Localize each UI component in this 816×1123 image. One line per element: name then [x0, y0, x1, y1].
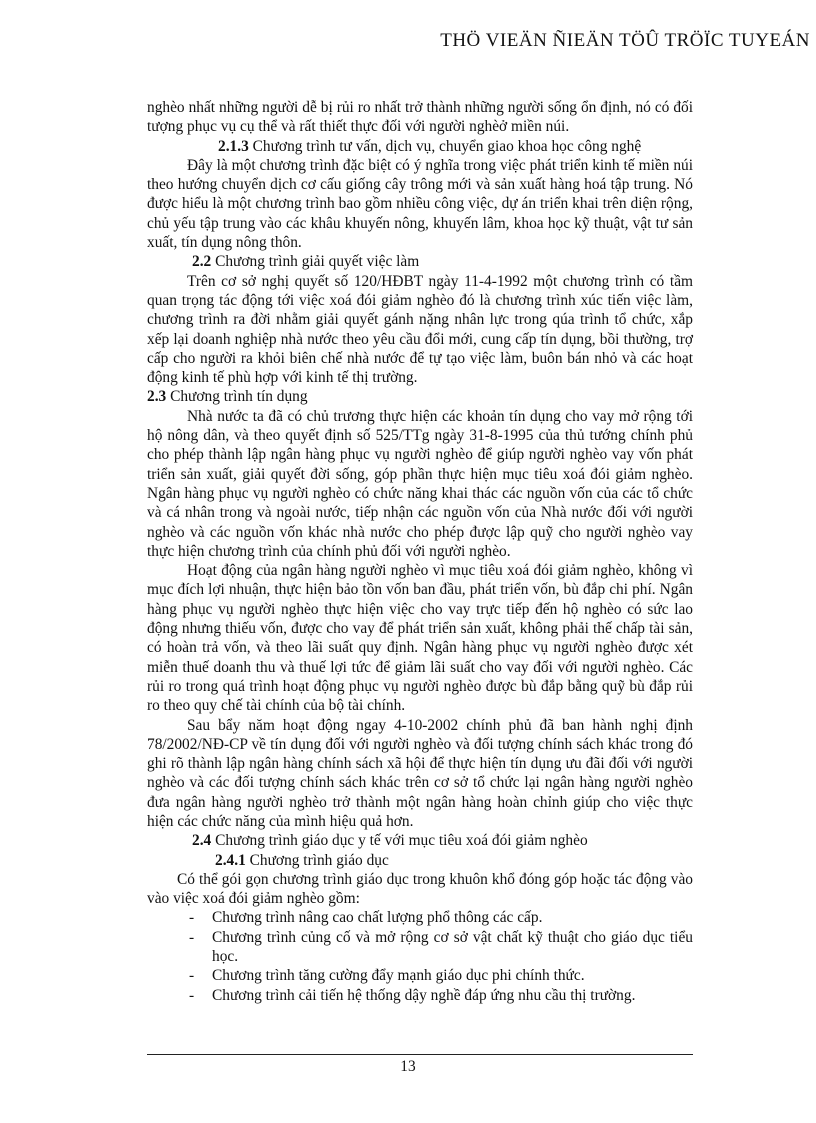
- paragraph-bank-activities: Hoạt động của ngân hàng người nghèo vì mục tiêu xoá đói giảm nghèo, không vì mục đích lợi nhuận, thực hiện bảo tồn vốn ban đầu, phát triển vốn, bù đắp chi phí. Ngân hàng phục vụ người nghèo thực hiện việc cho vay trực tiếp đến hộ nghèo có sức lao động nhưng thiếu vốn, được cho vay để phát triển sản xuất, không phải thế chấp tài sản, có hoàn trả vốn, và theo lãi suất quy định. Ngân hàng phục vụ người nghèo được xét miễn thuế doanh thu và thuế lợi tức để giảm lãi suất cho vay đối với người nghèo. Các rủi ro trong quá trình hoạt động phục vụ người nghèo được bù đắp bằng quỹ bù đắp rủi ro theo quy chế tài chính của bộ tài chính.: [147, 562, 693, 715]
- heading-2-1-3: [147, 137, 693, 156]
- heading-number: 2.4: [192, 832, 212, 850]
- paragraph-intro: nghèo nhất những người dễ bị rủi ro nhất trở thành những người sống ổn định, nó có đối tượng phục vụ cụ thể và rất thiết thực đối với người nghèở miền núi.: [147, 99, 693, 136]
- list-item: - Chương trình tăng cường đẩy mạnh giáo dục phi chính thức.: [189, 967, 585, 985]
- paragraph-credit: Nhà nước ta đã có chủ trương thực hiện các khoản tín dụng cho vay mở rộng tới hộ nông dân, và theo quyết định số 525/TTg ngày 31-8-1995 của thủ tướng chính phủ cho phép thành lập ngân hàng phục vụ người nghèo để giúp người nghèo vay vốn phát triển sản xuất, giải quyết đời sống, góp phần thực hiện mục tiêu xoá đói giảm nghèo. Ngân hàng phục vụ người nghèo có chức năng khai thác các nguồn vốn của các tổ chức và cá nhân trong và ngoài nước, tiếp nhận các nguồn vốn của Nhà nước đối với người nghèo và các nguồn vốn khác nhà nước cho phép được lập quỹ cho người nghèo vay thực hiện chương trình của chính phủ đối với người nghèo.: [147, 407, 693, 560]
- bullet-dash: -: [189, 909, 195, 927]
- heading-number: 2.4.1: [215, 851, 246, 869]
- list-item: - Chương trình nâng cao chất lượng phổ thông các cấp.: [189, 909, 543, 927]
- heading-text: Chương trình tư vấn, dịch vụ, chuyển giao khoa học công nghệ: [248, 137, 642, 155]
- paragraph-education: Có thể gói gọn chương trình giáo dục trong khuôn khổ đóng góp hoặc tác động vào vào việc xoá đói giảm nghèo gồm:: [147, 870, 693, 908]
- paragraph-decree: Sau bẩy năm hoạt động ngay 4-10-2002 chính phủ đã ban hành nghị định 78/2002/NĐ-CP về tín dụng đối với người nghèo và đối tượng chính sách khác trong đó ghi rõ thành lập ngân hàng chính sách xã hội để thực hiện tín dụng ưu đãi đối với người nghèo và các đối tượng chính sách khác trên cơ sở tổ chức lại ngân hàng người nghèo đưa ngân hàng người nghèo trở thành một ngân hàng hoàn chỉnh giúp cho việc thực hiện các chức năng của mình hiệu quả hơn.: [147, 716, 693, 830]
- education-program-list: [147, 908, 693, 1004]
- document-body: [147, 98, 693, 1005]
- bullet-dash: -: [189, 986, 195, 1004]
- paragraph-consulting: Đây là một chương trình đặc biệt có ý nghĩa trong việc phát triển kinh tế miền núi theo hướng chuyển dịch cơ cấu giống cây trông mới và sản xuất hàng hoá tập trung. Nó được hiểu là một chương trình bao gồm nhiều công việc, dự án triển khai trên diện rộng, chủ yếu tập trung vào các khâu khuyến nông, khuyến lâm, khoa học kỹ thuật, vật tư sản xuất, tín dụng nông thôn.: [147, 156, 693, 252]
- footer-divider: [147, 1054, 693, 1055]
- paragraph-employment: Trên cơ sở nghị quyết số 120/HĐBT ngày 11-4-1992 một chương trình có tầm quan trọng tác động tới việc xoá đói giảm nghèo đó là chương trình xúc tiến việc làm, chương trình ra đời nhằm giải quyết gánh nặng nhân lực trong qúa trình tổ chức, xắp xếp lại doanh nghiệp nhà nước theo yêu cầu đổi mới, cung cấp tín dụng, bồi thường, trợ cấp cho người ra khỏi biên chế nhà nước để tự tạo việc làm, buôn bán nhỏ và các hoạt động kinh tế phù hợp với kinh tế thị trường.: [147, 272, 693, 387]
- heading-text: Chương trình giáo dục: [245, 851, 389, 869]
- list-item: - Chương trình cải tiến hệ thống dậy nghề đáp ứng nhu cầu thị trường.: [189, 986, 636, 1004]
- list-item: - Chương trình củng cố và mở rộng cơ sở vật chất kỹ thuật cho giáo dục tiểu học.: [189, 928, 693, 966]
- page-number: 13: [400, 1058, 416, 1075]
- heading-2-4-1: [147, 851, 693, 870]
- heading-2-3: [147, 387, 693, 406]
- bullet-dash: -: [189, 928, 195, 946]
- heading-2-4: [147, 831, 693, 850]
- heading-number: 2.2: [192, 253, 212, 271]
- heading-text: Chương trình tín dụng: [166, 388, 308, 406]
- bullet-dash: -: [189, 967, 195, 985]
- heading-text: Chương trình giáo dục y tế với mục tiêu xoá đói giảm nghèo: [211, 832, 588, 850]
- heading-number: 2.1.3: [218, 137, 249, 155]
- heading-2-2: [147, 252, 693, 271]
- heading-text: Chương trình giải quyết việc làm: [211, 253, 420, 271]
- running-header: THÖ VIEÄN ÑIEÄN TÖÛ TRÖÏC TUYEÁN: [440, 30, 810, 51]
- heading-number: 2.3: [147, 388, 167, 406]
